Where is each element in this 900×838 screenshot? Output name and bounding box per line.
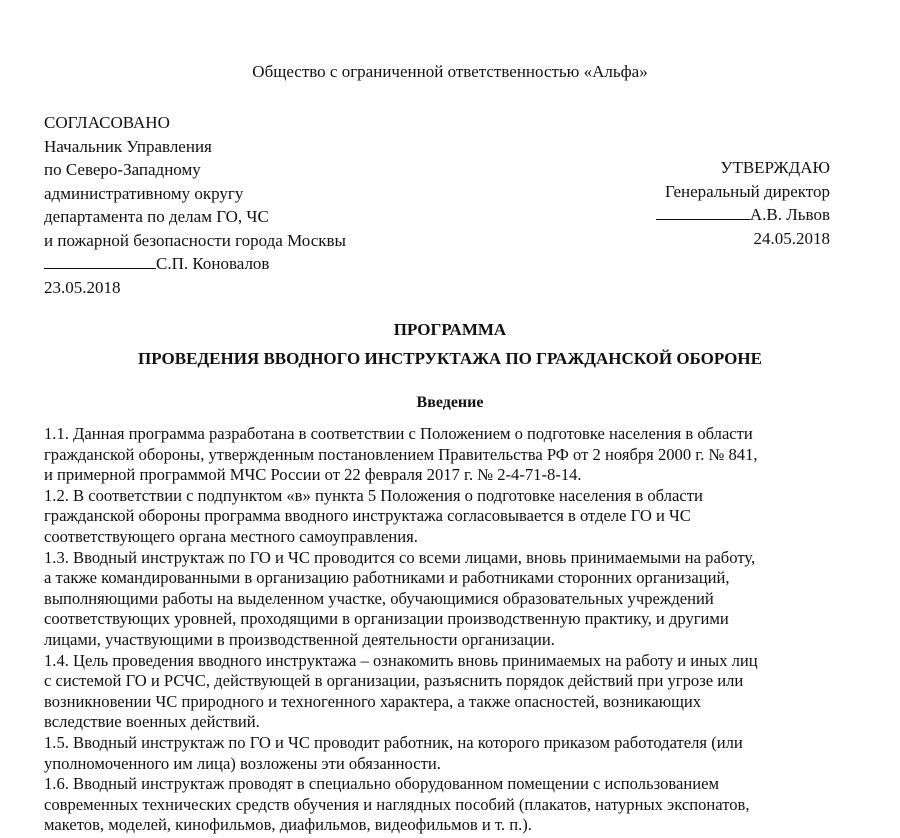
agreed-line: департамента по делам ГО, ЧС bbox=[44, 207, 269, 226]
body-line: 1.6. Вводный инструктаж проводят в специально оборудованном помещении с использованием bbox=[44, 774, 719, 794]
approved-position: Генеральный директор bbox=[664, 181, 830, 201]
body-line: а также командированными в организацию работниками и работниками сторонних организаций, bbox=[44, 568, 730, 588]
body-line: лицами, участвующими в производственной деятельности организации. bbox=[44, 629, 555, 649]
agreed-line: Начальник Управления bbox=[44, 136, 212, 156]
body-text bbox=[44, 424, 834, 836]
body-line: гражданской обороны, утвержденным постановлением Правительства РФ от 2 ноября 2000 г. № 841, bbox=[44, 444, 758, 464]
agreed-date: 23.05.2018 bbox=[44, 277, 121, 297]
approved-date: 24.05.2018 bbox=[753, 228, 830, 248]
body-line: выполняющими работы на выделенном участке, обучающимися образовательных учреждений bbox=[44, 588, 714, 608]
body-line: макетов, моделей, кинофильмов, диафильмов, видеофильмов и т. п.). bbox=[44, 815, 532, 835]
agreed-signature-line bbox=[44, 252, 464, 276]
section-heading: Введение bbox=[416, 394, 484, 411]
agreed-line: по Северо-Западному bbox=[44, 160, 201, 179]
signature-blank bbox=[44, 252, 156, 269]
agreed-block bbox=[44, 111, 464, 299]
document-title bbox=[0, 320, 900, 369]
body-line: соответствующего органа местного самоуправления. bbox=[44, 526, 418, 546]
approved-block bbox=[570, 156, 830, 250]
title-subject: ПРОВЕДЕНИЯ ВВОДНОГО ИНСТРУКТАЖА ПО ГРАЖДАНСКОЙ ОБОРОНЕ bbox=[138, 349, 762, 368]
body-line: уполномоченного им лица) возложены эти обязанности. bbox=[44, 753, 441, 773]
body-line: 1.1. Данная программа разработана в соответствии с Положением о подготовке населения в области bbox=[44, 424, 753, 443]
body-line: вследствие военных действий. bbox=[44, 712, 260, 732]
body-line: возникновении ЧС природного и техногенного характера, а также опасностей, возникающих bbox=[44, 691, 702, 711]
agreed-signature: С.П. Коновалов bbox=[156, 254, 270, 273]
agreed-heading: СОГЛАСОВАНО bbox=[44, 113, 170, 132]
body-line: 1.5. Вводный инструктаж по ГО и ЧС проводит работник, на которого приказом работодателя (или bbox=[44, 732, 743, 752]
body-line: 1.2. В соответствии с подпунктом «в» пункта 5 Положения о подготовке населения в области bbox=[44, 485, 703, 505]
body-line: современных технических средств обучения и наглядных пособий (плакатов, натурных экспонатов, bbox=[44, 794, 750, 814]
body-line: 1.4. Цель проведения вводного инструктажа – ознакомить вновь принимаемых на работу и иных лиц bbox=[44, 650, 758, 670]
body-line: 1.3. Вводный инструктаж по ГО и ЧС проводится со всеми лицами, вновь принимаемыми на работу, bbox=[44, 547, 756, 567]
body-line: с системой ГО и РСЧС, действующей в организации, разъяснить порядок действий при угрозе или bbox=[44, 671, 744, 691]
body-line: гражданской обороны программа вводного инструктажа согласовывается в отделе ГО и ЧС bbox=[44, 506, 691, 526]
body-line: соответствующих уровней, проходящими в организации производственную практику, и другими bbox=[44, 609, 729, 629]
signature-blank bbox=[656, 203, 750, 220]
body-line: и примерной программой МЧС России от 22 февраля 2017 г. № 2-4-71-8-14. bbox=[44, 465, 582, 485]
approved-signature: А.В. Львов bbox=[749, 205, 830, 224]
organization-name: Общество с ограниченной ответственностью «Альфа» bbox=[252, 62, 648, 81]
title-program: ПРОГРАММА bbox=[393, 320, 507, 339]
agreed-line: административному округу bbox=[44, 183, 244, 203]
agreed-line: и пожарной безопасности города Москвы bbox=[44, 230, 346, 250]
approved-heading: УТВЕРЖДАЮ bbox=[720, 158, 830, 177]
approved-signature-line bbox=[570, 203, 830, 227]
